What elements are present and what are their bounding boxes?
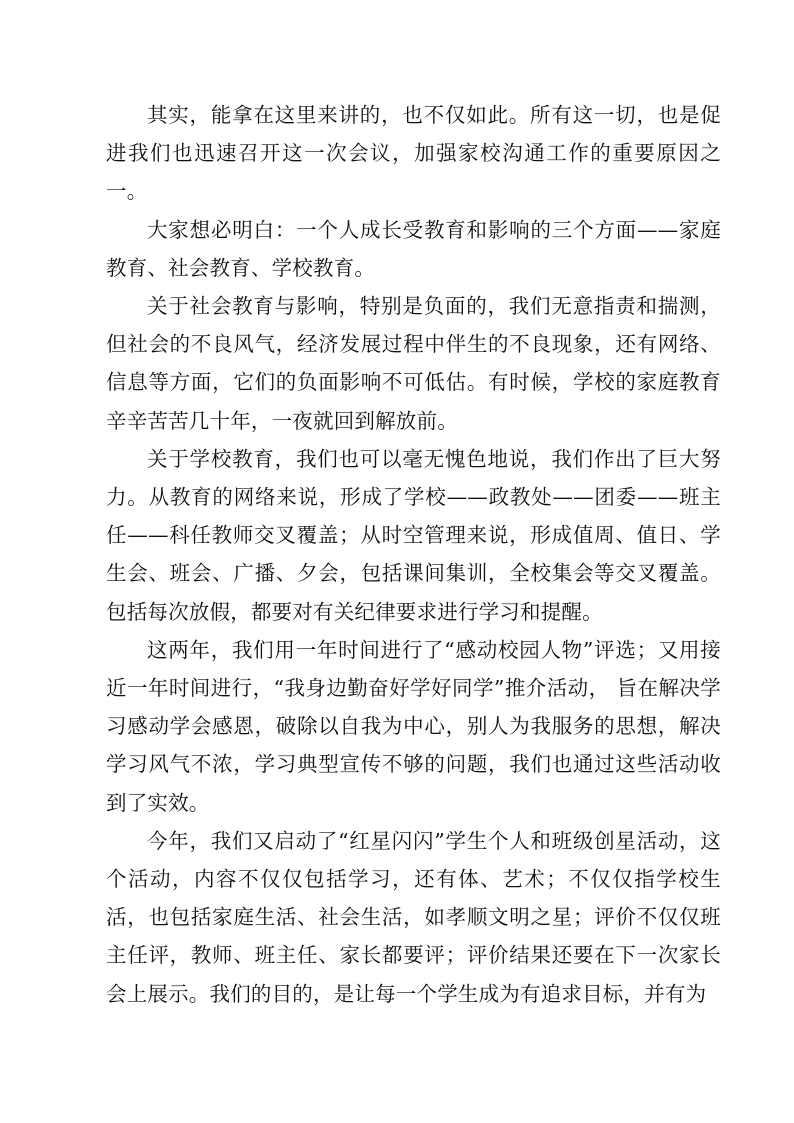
paragraph-3: 关于社会教育与影响，特别是负面的，我们无意指责和揣测，但社会的不良风气，经济发展过程中伴生的不良现象，还有网络、信息等方面，它们的负面影响不可低估。有时候，学校的家庭教育辛辛苦苦几十年，一夜就回到解放前。 xyxy=(106,294,721,433)
document-body xyxy=(106,96,721,1013)
paragraph-5: 这两年，我们用一年时间进行了“感动校园人物”评选；又用接近一年时间进行，“我身边勤奋好学好同学”推介活动， 旨在解决学习感动学会感恩，破除以自我为中心，别人为我服务的思想，解决学习风气不浓，学习典型宣传不够的问题，我们也通过这些活动收到了实效。 xyxy=(106,637,721,815)
paragraph-4: 关于学校教育，我们也可以毫无愧色地说，我们作出了巨大努力。从教育的网络来说，形成了学校——政教处——团委——班主任——科任教师交叉覆盖；从时空管理来说，形成值周、值日、学生会、班会、广播、夕会，包括课间集训，全校集会等交叉覆盖。包括每次放假，都要对有关纪律要求进行学习和提醒。 xyxy=(106,446,721,624)
paragraph-1: 其实，能拿在这里来讲的，也不仅如此。所有这一切，也是促进我们也迅速召开这一次会议，加强家校沟通工作的重要原因之一。 xyxy=(106,103,721,204)
paragraph-6: 今年，我们又启动了“红星闪闪”学生个人和班级创星活动，这个活动，内容不仅仅包括学习，还有体、艺术；不仅仅指学校生活，也包括家庭生活、社会生活，如孝顺文明之星；评价不仅仅班主任评，教师、班主任、家长都要评；评价结果还要在下一次家长会上展示。我们的目的，是让每一个学生成为有追求目标，并有为 xyxy=(106,828,721,1006)
paragraph-2: 大家想必明白：一个人成长受教育和影响的三个方面——家庭教育、社会教育、学校教育。 xyxy=(106,217,721,280)
